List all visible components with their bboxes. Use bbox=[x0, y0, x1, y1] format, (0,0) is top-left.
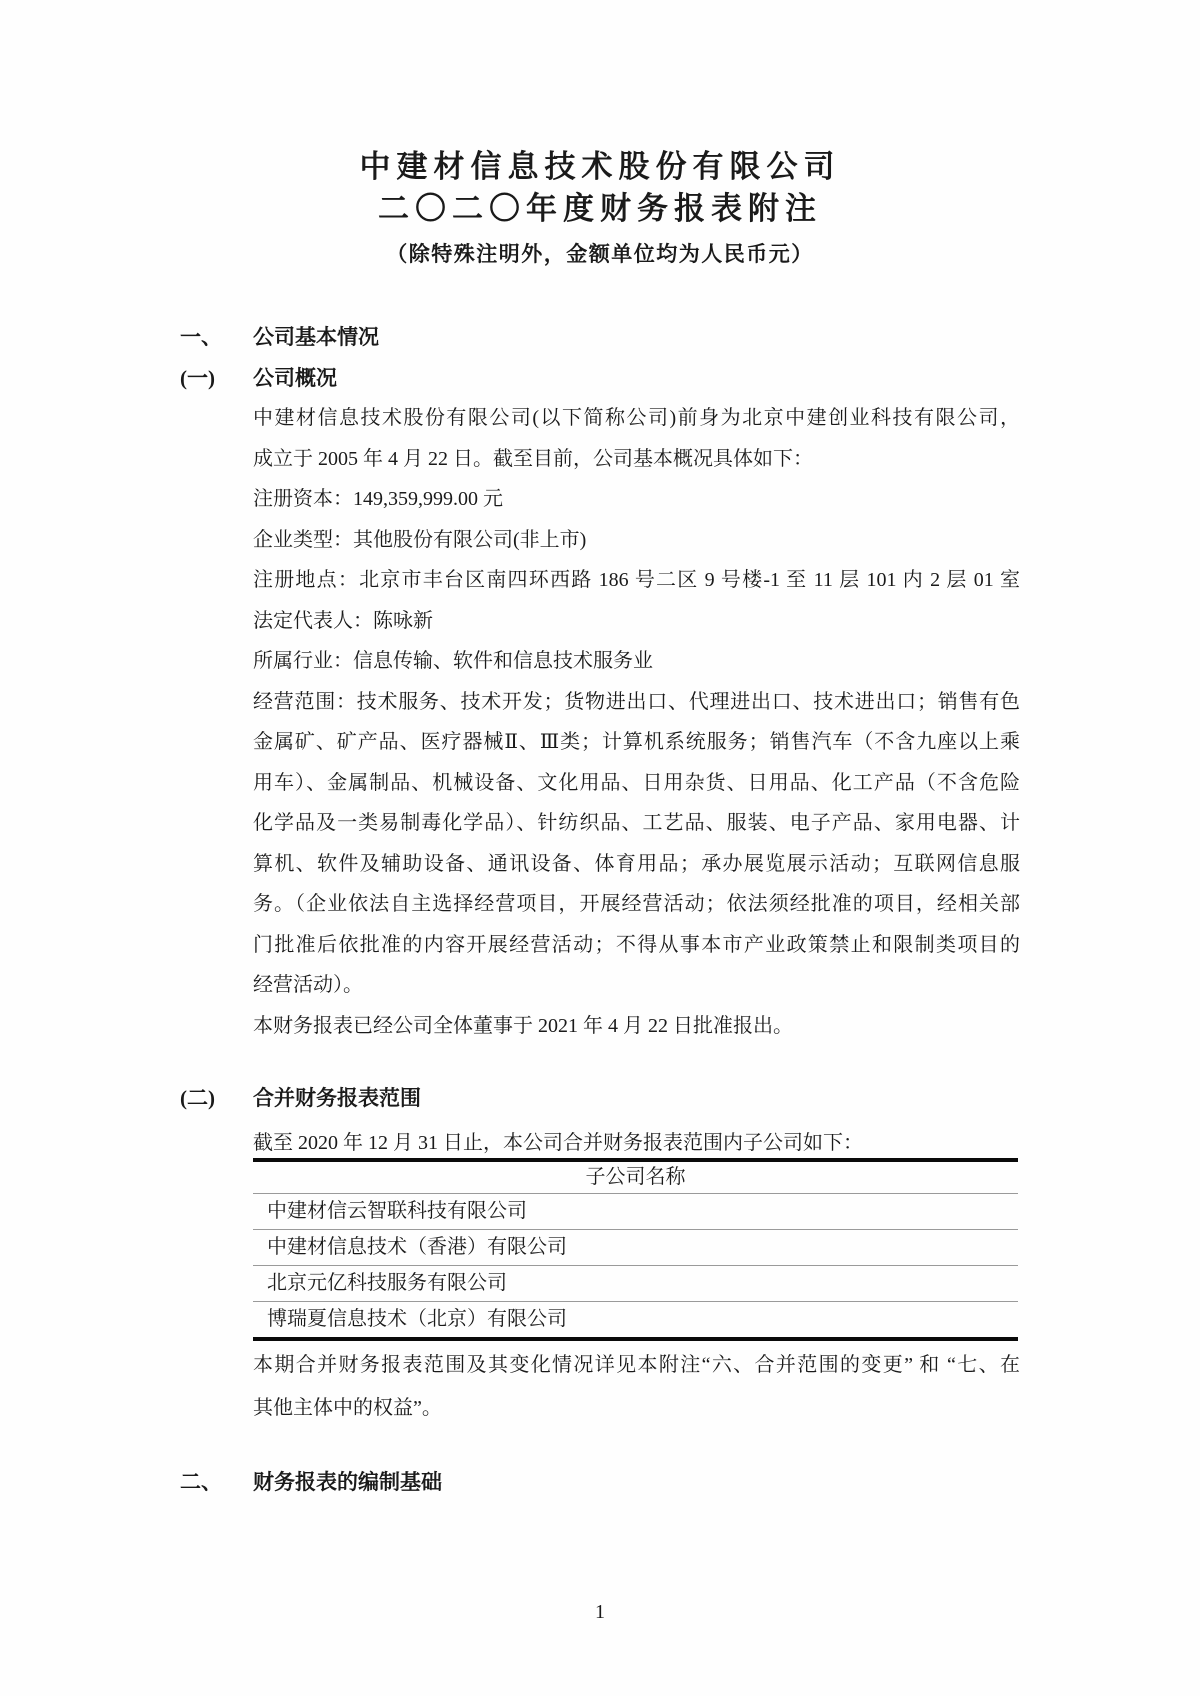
subsection-1-2-number: (二) bbox=[180, 1086, 215, 1110]
consolidation-scope-intro: 截至 2020 年 12 月 31 日止，本公司合并财务报表范围内子公司如下： bbox=[253, 1132, 863, 1154]
subsection-1-1-title: 公司概况 bbox=[253, 366, 337, 390]
section-2-heading bbox=[180, 1462, 1020, 1502]
body-line: 经营范围：技术服务、技术开发；货物进出口、代理进出口、技术进出口；销售有色 bbox=[253, 690, 1020, 713]
body-line: 注册地点：北京市丰台区南四环西路 186 号二区 9 号楼-1 至 11 层 101 内 2 层 01 室 bbox=[253, 569, 1020, 591]
body-line: 本财务报表已经公司全体董事于 2021 年 4 月 22 日批准报出。 bbox=[253, 1014, 793, 1037]
subsection-1-2-heading bbox=[180, 1078, 1020, 1118]
body-line: 所属行业：信息传输、软件和信息技术服务业 bbox=[253, 650, 653, 672]
page-number: 1 bbox=[595, 1601, 605, 1623]
body-line: 本期合并财务报表范围及其变化情况详见本附注“六、合并范围的变更” 和 “七、在 bbox=[253, 1354, 1020, 1376]
table-row: 中建材信云智联科技有限公司 bbox=[253, 1194, 1018, 1230]
subsection-1-2-title: 合并财务报表范围 bbox=[253, 1086, 421, 1110]
body-line: 化学品及一类易制毒化学品）、针纺织品、工艺品、服装、电子产品、家用电器、计 bbox=[253, 812, 1020, 834]
subsection-1-1-heading bbox=[180, 358, 1020, 398]
body-line: 中建材信息技术股份有限公司(以下简称公司)前身为北京中建创业科技有限公司， bbox=[253, 407, 1020, 429]
body-line: 算机、软件及辅助设备、通讯设备、体育用品；承办展览展示活动；互联网信息服 bbox=[253, 852, 1020, 875]
doc-title-report: 二〇二〇年度财务报表附注 bbox=[378, 191, 822, 226]
subsection-1-1-number: (一) bbox=[180, 366, 215, 390]
body-line: 用车）、金属制品、机械设备、文化用品、日用杂货、日用品、化工产品（不含危险 bbox=[253, 771, 1020, 794]
table-header-subsidiary-name: 子公司名称 bbox=[253, 1162, 1018, 1194]
section-2-number: 二、 bbox=[180, 1470, 222, 1494]
body-line: 其他主体中的权益”。 bbox=[253, 1397, 442, 1419]
body-line: 成立于 2005 年 4 月 22 日。截至目前，公司基本概况具体如下： bbox=[253, 447, 813, 470]
table-row: 博瑞夏信息技术（北京）有限公司 bbox=[267, 1308, 567, 1330]
section-1-number: 一、 bbox=[180, 325, 222, 349]
body-line: 门批准后依批准的内容开展经营活动；不得从事本市产业政策禁止和限制类项目的 bbox=[253, 933, 1020, 956]
section-1-heading bbox=[180, 317, 1020, 357]
doc-unit-note: （除特殊注明外，金额单位均为人民币元） bbox=[386, 242, 814, 266]
body-line: 企业类型：其他股份有限公司(非上市) bbox=[253, 528, 587, 551]
scope-change-note bbox=[253, 1344, 1020, 1430]
body-line: 务。（企业依法自主选择经营项目，开展经营活动；依法须经批准的项目，经相关部 bbox=[253, 893, 1020, 915]
table-row: 北京元亿科技服务有限公司 bbox=[253, 1266, 1018, 1302]
table-row: 中建材信息技术（香港）有限公司 bbox=[253, 1230, 1018, 1266]
body-line: 经营活动）。 bbox=[253, 974, 363, 996]
doc-title-company: 中建材信息技术股份有限公司 bbox=[359, 149, 841, 184]
body-line: 注册资本：149,359,999.00 元 bbox=[253, 488, 503, 510]
section-1-title: 公司基本情况 bbox=[253, 325, 379, 349]
section-2-title: 财务报表的编制基础 bbox=[253, 1470, 442, 1494]
body-line: 金属矿、矿产品、医疗器械Ⅱ、Ⅲ类；计算机系统服务；销售汽车（不含九座以上乘 bbox=[253, 731, 1020, 753]
subsidiaries-table bbox=[253, 1158, 1018, 1341]
company-overview-paragraph bbox=[253, 398, 1020, 1046]
body-line: 法定代表人：陈咏新 bbox=[253, 609, 433, 632]
